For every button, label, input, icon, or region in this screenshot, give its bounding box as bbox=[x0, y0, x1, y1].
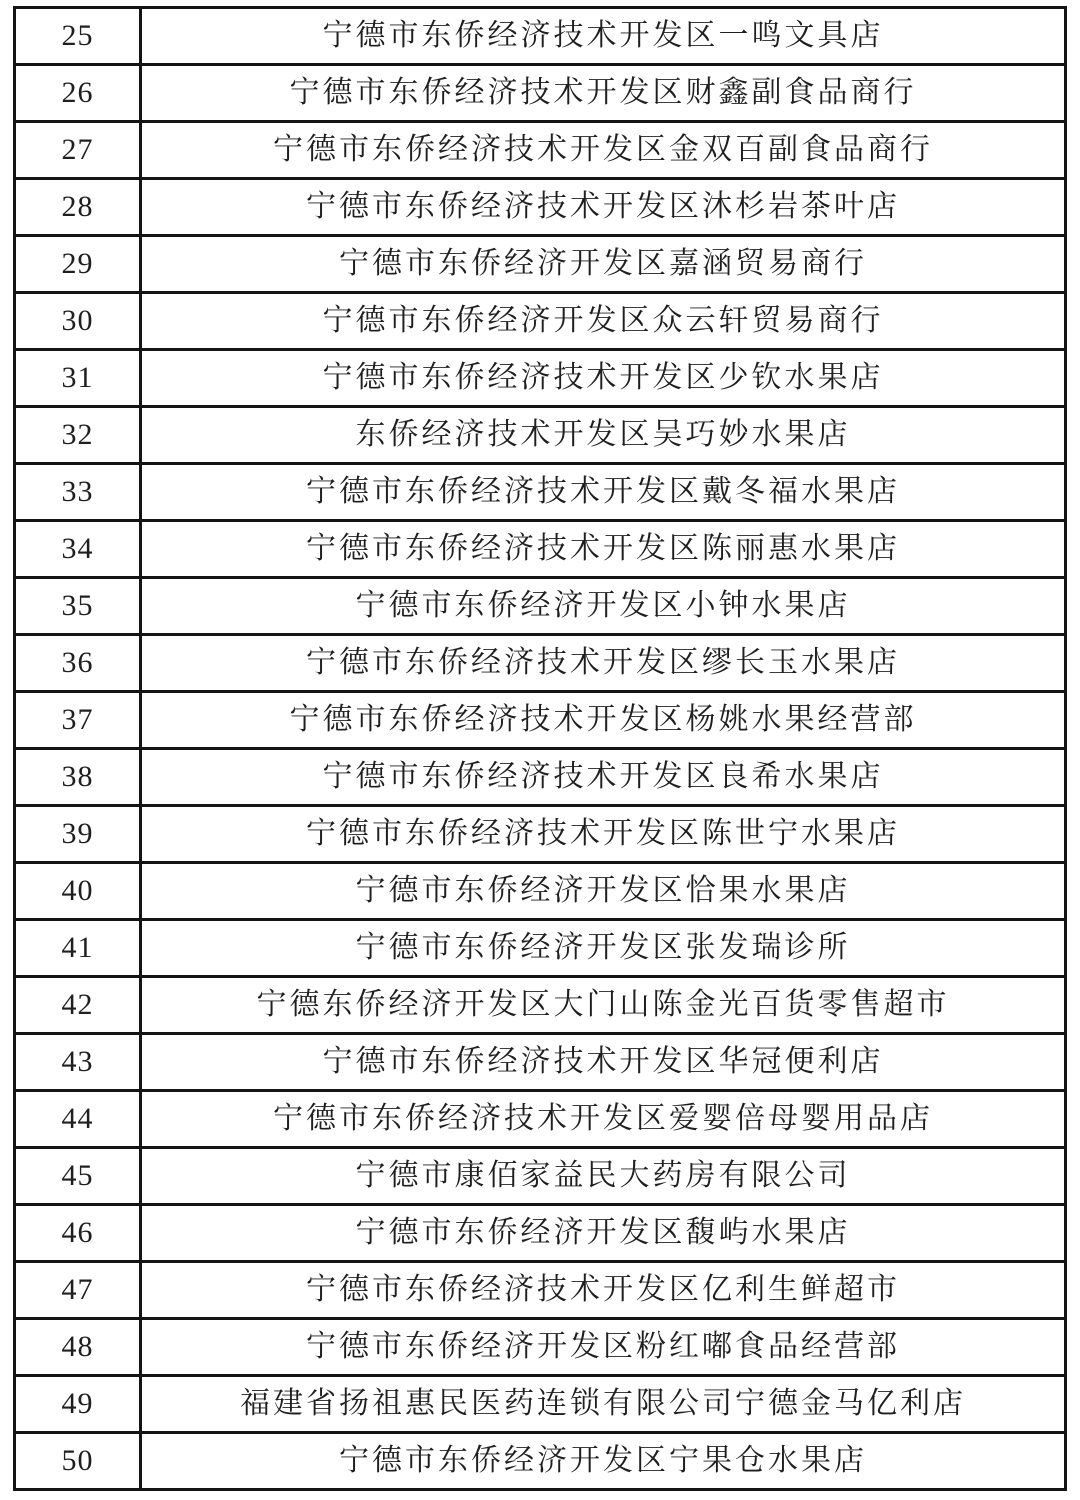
table-row bbox=[15, 692, 1066, 749]
row-number-cell: 29 bbox=[15, 236, 141, 293]
row-number-cell: 45 bbox=[15, 1148, 141, 1205]
business-name-cell: 宁德市东侨经济技术开发区爱婴倍母婴用品店 bbox=[141, 1091, 1066, 1148]
table-row bbox=[15, 179, 1066, 236]
table-row bbox=[15, 122, 1066, 179]
business-name-cell: 宁德市东侨经济技术开发区华冠便利店 bbox=[141, 1034, 1066, 1091]
row-number-cell: 27 bbox=[15, 122, 141, 179]
row-number-cell: 44 bbox=[15, 1091, 141, 1148]
table-row bbox=[15, 464, 1066, 521]
table-row bbox=[15, 806, 1066, 863]
table-row bbox=[15, 749, 1066, 806]
row-number-cell: 30 bbox=[15, 293, 141, 350]
table-row bbox=[15, 350, 1066, 407]
business-name-cell: 宁德市东侨经济技术开发区亿利生鲜超市 bbox=[141, 1262, 1066, 1319]
row-number-cell: 40 bbox=[15, 863, 141, 920]
table-row bbox=[15, 1091, 1066, 1148]
table-row bbox=[15, 8, 1066, 65]
business-name-cell: 东侨经济技术开发区吴巧妙水果店 bbox=[141, 407, 1066, 464]
row-number-cell: 48 bbox=[15, 1319, 141, 1376]
business-name-cell: 宁德市东侨经济开发区小钟水果店 bbox=[141, 578, 1066, 635]
row-number-cell: 46 bbox=[15, 1205, 141, 1262]
business-name-cell: 宁德市东侨经济开发区众云轩贸易商行 bbox=[141, 293, 1066, 350]
table-row bbox=[15, 1376, 1066, 1433]
table-row bbox=[15, 1205, 1066, 1262]
row-number-cell: 38 bbox=[15, 749, 141, 806]
business-table-body bbox=[15, 8, 1066, 1490]
business-name-cell: 宁德市东侨经济开发区宁果仓水果店 bbox=[141, 1433, 1066, 1490]
table-row bbox=[15, 1433, 1066, 1490]
row-number-cell: 28 bbox=[15, 179, 141, 236]
table-row bbox=[15, 1148, 1066, 1205]
table-row bbox=[15, 635, 1066, 692]
business-name-cell: 宁德市东侨经济技术开发区沐杉岩茶叶店 bbox=[141, 179, 1066, 236]
row-number-cell: 34 bbox=[15, 521, 141, 578]
table-row bbox=[15, 1319, 1066, 1376]
business-name-cell: 宁德市东侨经济技术开发区财鑫副食品商行 bbox=[141, 65, 1066, 122]
business-name-cell: 宁德市东侨经济技术开发区陈世宁水果店 bbox=[141, 806, 1066, 863]
business-name-cell: 福建省扬祖惠民医药连锁有限公司宁德金马亿利店 bbox=[141, 1376, 1066, 1433]
table-row bbox=[15, 236, 1066, 293]
row-number-cell: 37 bbox=[15, 692, 141, 749]
business-name-cell: 宁德市东侨经济开发区张发瑞诊所 bbox=[141, 920, 1066, 977]
row-number-cell: 31 bbox=[15, 350, 141, 407]
table-row bbox=[15, 65, 1066, 122]
table-row bbox=[15, 1034, 1066, 1091]
business-name-cell: 宁德市东侨经济开发区嘉涵贸易商行 bbox=[141, 236, 1066, 293]
business-name-cell: 宁德东侨经济开发区大门山陈金光百货零售超市 bbox=[141, 977, 1066, 1034]
row-number-cell: 33 bbox=[15, 464, 141, 521]
row-number-cell: 25 bbox=[15, 8, 141, 65]
business-name-cell: 宁德市东侨经济技术开发区良希水果店 bbox=[141, 749, 1066, 806]
business-name-cell: 宁德市东侨经济开发区馥屿水果店 bbox=[141, 1205, 1066, 1262]
business-list-table bbox=[13, 6, 1067, 1491]
business-name-cell: 宁德市东侨经济技术开发区一鸣文具店 bbox=[141, 8, 1066, 65]
table-row bbox=[15, 407, 1066, 464]
row-number-cell: 39 bbox=[15, 806, 141, 863]
business-name-cell: 宁德市康佰家益民大药房有限公司 bbox=[141, 1148, 1066, 1205]
business-name-cell: 宁德市东侨经济技术开发区杨姚水果经营部 bbox=[141, 692, 1066, 749]
business-name-cell: 宁德市东侨经济开发区恰果水果店 bbox=[141, 863, 1066, 920]
row-number-cell: 43 bbox=[15, 1034, 141, 1091]
table-row bbox=[15, 1262, 1066, 1319]
row-number-cell: 42 bbox=[15, 977, 141, 1034]
business-name-cell: 宁德市东侨经济技术开发区金双百副食品商行 bbox=[141, 122, 1066, 179]
business-name-cell: 宁德市东侨经济技术开发区陈丽惠水果店 bbox=[141, 521, 1066, 578]
table-row bbox=[15, 578, 1066, 635]
table-row bbox=[15, 863, 1066, 920]
business-name-cell: 宁德市东侨经济技术开发区少钦水果店 bbox=[141, 350, 1066, 407]
business-name-cell: 宁德市东侨经济开发区粉红嘟食品经营部 bbox=[141, 1319, 1066, 1376]
row-number-cell: 49 bbox=[15, 1376, 141, 1433]
table-row bbox=[15, 920, 1066, 977]
row-number-cell: 35 bbox=[15, 578, 141, 635]
row-number-cell: 32 bbox=[15, 407, 141, 464]
business-name-cell: 宁德市东侨经济技术开发区缪长玉水果店 bbox=[141, 635, 1066, 692]
table-row bbox=[15, 293, 1066, 350]
row-number-cell: 26 bbox=[15, 65, 141, 122]
table-row bbox=[15, 521, 1066, 578]
row-number-cell: 36 bbox=[15, 635, 141, 692]
row-number-cell: 47 bbox=[15, 1262, 141, 1319]
business-name-cell: 宁德市东侨经济技术开发区戴冬福水果店 bbox=[141, 464, 1066, 521]
table-row bbox=[15, 977, 1066, 1034]
row-number-cell: 41 bbox=[15, 920, 141, 977]
row-number-cell: 50 bbox=[15, 1433, 141, 1490]
document-page bbox=[0, 6, 1080, 1500]
